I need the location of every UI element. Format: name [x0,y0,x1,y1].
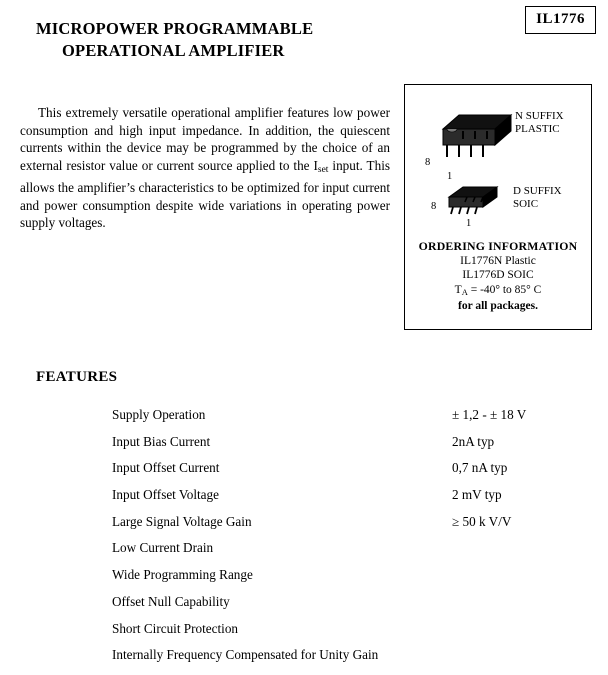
dip-pin1-label: 1 [447,171,453,182]
page-title-line2: OPERATIONAL AMPLIFIER [62,41,285,60]
feature-name: Low Current Drain [112,540,214,556]
n-suffix-label [515,110,564,136]
feature-name: Offset Null Capability [112,593,230,609]
soic-pin1-label: 1 [466,218,472,229]
part-number-label: IL1776 [536,11,585,27]
feature-name: Input Offset Current [112,460,220,476]
feature-value: ± 1,2 - ± 18 V [452,407,527,422]
page-title [36,18,436,62]
feature-value: ≥ 50 k V/V [452,513,512,529]
list-item [112,594,542,621]
feature-value: 2nA typ [452,433,495,449]
dip-package-drawing [433,107,517,169]
temp-subscript: A [461,286,468,297]
feature-name: Wide Programming Range [112,567,253,583]
temp-range: = -40° to 85° C [467,283,542,296]
page-title-line1: MICROPOWER PROGRAMMABLE [36,19,314,38]
part-number-box [525,6,596,34]
intro-subscript: set [317,164,329,175]
feature-name: Short Circuit Protection [112,620,239,636]
list-item [112,434,542,461]
list-item [112,514,542,541]
feature-name: Input Offset Voltage [112,487,219,503]
list-item [112,647,542,674]
feature-name: Large Signal Voltage Gain [112,513,252,529]
d-suffix-line2: SOIC [513,198,539,210]
temp-symbol: T [454,283,462,296]
list-item [112,460,542,487]
list-item [112,621,542,648]
list-item [112,487,542,514]
features-list [112,407,542,674]
ordering-information [405,239,591,314]
list-item [112,567,542,594]
d-suffix-label [513,185,562,211]
features-heading: FEATURES [36,369,118,385]
list-item [112,540,542,567]
ordering-heading: ORDERING INFORMATION [418,239,578,253]
dip-pin8-label: 8 [425,157,431,168]
package-ordering-box [404,84,592,330]
feature-value: 0,7 nA typ [452,460,508,476]
feature-name: Internally Frequency Compensated for Unity Gain [112,647,379,663]
feature-name: Input Bias Current [112,433,211,449]
intro-text-part2: input. This allows the amplifier’s characteristics to be optimized for input current and power consumption despite wide variations in operating power supply voltages. [20,157,390,230]
soic-package-drawing [441,181,505,225]
intro-text-part1: This extremely versatile operational amplifier features low power consumption and high input impedance. In addition, the quiescent currents within the device may be programmed by the choice of an external resistor value or current source applied to the I [20,105,390,173]
list-item [112,407,542,434]
feature-name: Supply Operation [112,407,206,422]
n-suffix-line1: N SUFFIX [515,110,564,122]
ordering-line-2: IL1776D SOIC [462,269,534,281]
d-suffix-line1: D SUFFIX [513,185,562,197]
feature-value: 2 mV typ [452,487,502,503]
ordering-line-4: for all packages. [458,300,538,312]
ordering-line-3 [405,283,591,300]
n-suffix-line2: PLASTIC [515,123,560,135]
soic-pin8-label: 8 [431,201,437,212]
intro-paragraph [20,104,390,232]
ordering-line-1: IL1776N Plastic [460,254,536,267]
